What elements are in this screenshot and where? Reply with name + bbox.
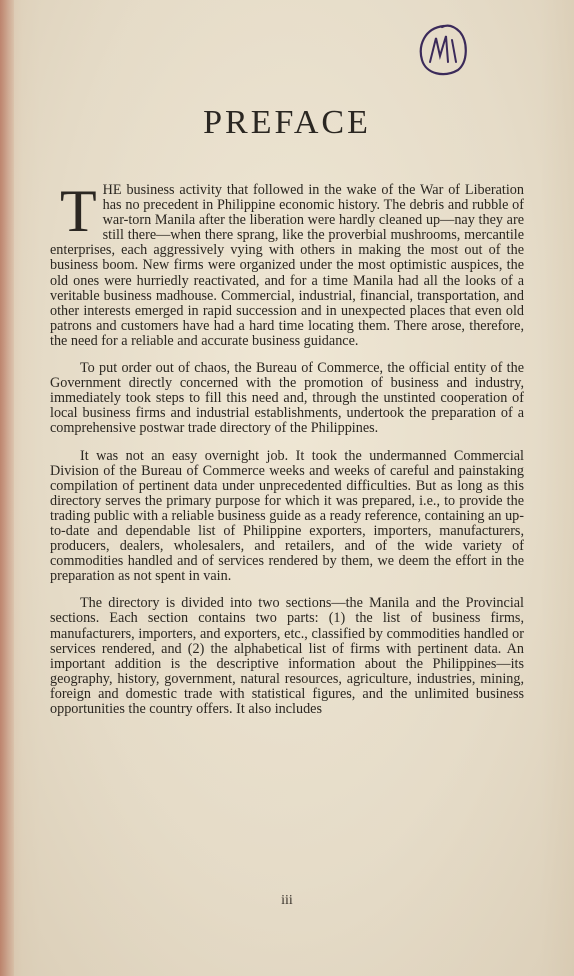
paragraph-1 (50, 178, 524, 349)
paragraph-1-text: HE business activity that followed in the wake of the War of Liberation has no precedent in Philippine economic history. The debris and rubble of war-torn Manila after the liberation were hardly cleaned up—nay they are still there—when there sprang, like the proverbial mushrooms, mercantile enterprises, each aggressively vying with others in making the most out of the business boom. New firms were organized under the most optimistic auspices, the old ones were hurriedly reactivated, and for a time Manila had all the looks of a veritable business madhouse. Commercial, industrial, financial, transportation, and other interests emerged in rapid succession and in unexpected places that even old patrons and customers have had a hard time locating them. There arose, therefore, the need for a reliable and accurate business guidance. (50, 182, 524, 349)
paragraph-4: The directory is divided into two sections—the Manila and the Provincial sections. Each section contains two parts: (1) the list of business firms, manufacturers, importers, and exporters, etc., classified by commodities handled or services rendered, and (2) the alphabetical list of firms with pertinent data. An important addition is the descriptive information about the Philippines—its geography, history, government, natural resources, agriculture, industries, mining, foreign and domestic trade with statistical figures, and the unlimited business opportunities the country offers. It also includes (50, 595, 524, 717)
drop-cap: T (60, 178, 97, 244)
page-number: iii (281, 893, 293, 908)
page-title: PREFACE (203, 104, 371, 141)
handwritten-page-mark-icon (414, 22, 470, 80)
page-edge-stain (0, 0, 14, 976)
paragraph-2: To put order out of chaos, the Bureau of Commerce, the official entity of the Government directly concerned with the promotion of business and industry, immediately took steps to fill this need and, through the unstinted cooperation of local business firms and industrial establishments, undertook the preparation of a comprehensive postwar trade directory of the Philippines. (50, 360, 524, 437)
preface-body (50, 178, 524, 729)
paragraph-3: It was not an easy overnight job. It took the undermanned Commercial Division of the Bureau of Commerce weeks and weeks of careful and painstaking compilation of pertinent data under unprecedented difficulties. But as long as this directory serves the primary purpose for which it was prepared, i.e., to provide the trading public with a reliable business guide as a ready reference, containing an up-to-date and dependable list of Philippine exporters, importers, manufacturers, producers, dealers, wholesalers, and retailers, and of the wide variety of commodities handled and of services rendered by them, we deem the effort in the preparation as not spent in vain. (50, 447, 524, 585)
